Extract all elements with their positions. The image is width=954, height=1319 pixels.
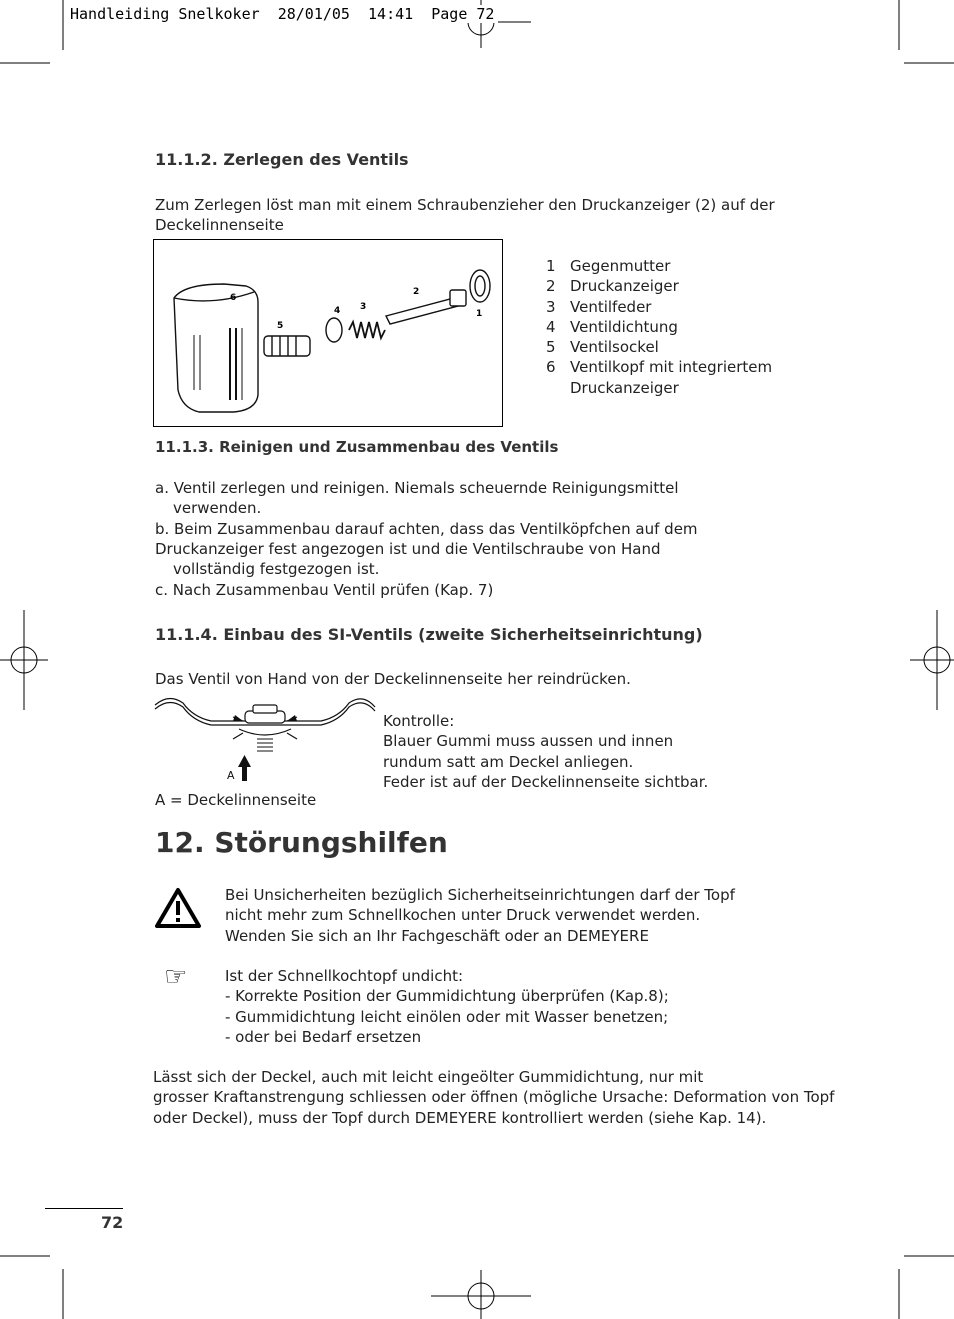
text-line: Lässt sich der Deckel, auch mit leicht eingeölter Gummidichtung, nur mit <box>153 1068 704 1086</box>
text-line: - Gummidichtung leicht einölen oder mit Wasser benetzen; <box>225 1007 669 1026</box>
legend-item <box>546 337 772 357</box>
si-valve-figure <box>155 695 377 785</box>
einbau-intro: Das Ventil von Hand von der Deckelinnenseite her reindrücken. <box>155 670 631 688</box>
text-line: Druckanzeiger fest angezogen ist und die Ventilschraube von Hand <box>155 539 661 558</box>
text-line: nicht mehr zum Schnellkochen unter Druck verwendet werden. <box>225 906 701 925</box>
text-line: - Korrekte Position der Gummidichtung überprüfen (Kap.8); <box>225 987 669 1006</box>
hint-text <box>225 966 669 1047</box>
legend-number: 4 <box>546 317 556 336</box>
text-line: c. Nach Zusammenbau Ventil prüfen (Kap. 7) <box>155 581 494 600</box>
zerlegen-intro <box>155 195 775 236</box>
closing-paragraph <box>153 1067 834 1128</box>
text-line: Feder ist auf der Deckelinnenseite sichtbar. <box>383 772 709 791</box>
legend-text: Ventilkopf mit integriertem <box>570 358 773 377</box>
text-line: Kontrolle: <box>383 712 455 730</box>
reinigen-steps <box>155 478 698 601</box>
text-line: Ist der Schnellkochtopf undicht: <box>225 967 464 985</box>
section-heading-zerlegen: 11.1.2. Zerlegen des Ventils <box>155 150 409 169</box>
legend-number: 6 <box>546 358 556 377</box>
text-line: a. Ventil zerlegen und reinigen. Niemals scheuernde Reinigungsmittel <box>155 479 679 497</box>
figure-label-a: A <box>227 769 235 782</box>
legend-number: 2 <box>546 277 556 296</box>
legend-item <box>546 317 772 337</box>
figure-label: 4 <box>334 306 341 316</box>
text-line: Blauer Gummi muss aussen und innen <box>383 732 674 751</box>
page-number: 72 <box>101 1213 124 1232</box>
text-line: verwenden. <box>173 499 262 518</box>
legend-number: 3 <box>546 297 556 316</box>
text-line: rundum satt am Deckel anliegen. <box>383 752 634 771</box>
footer-rule <box>45 1208 123 1209</box>
legend-item <box>546 357 772 398</box>
figure-label: 2 <box>413 287 420 297</box>
legend-number: 5 <box>546 338 556 357</box>
legend-text: Ventilfeder <box>570 297 652 316</box>
print-header: Handleiding Snelkoker 28/01/05 14:41 Page 72 <box>70 5 498 23</box>
text-line: Zum Zerlegen löst man mit einem Schraubenzieher den Druckanzeiger (2) auf der <box>155 196 775 214</box>
text-line: Wenden Sie sich an Ihr Fachgeschäft oder an DEMEYERE <box>225 926 649 945</box>
legend-text: Ventildichtung <box>570 317 678 336</box>
text-line: - oder bei Bedarf ersetzen <box>225 1027 422 1046</box>
valve-exploded-drawing <box>154 240 504 428</box>
legend-text: Gegenmutter <box>570 257 671 275</box>
deckelinnenseite-caption: A = Deckelinnenseite <box>155 791 317 809</box>
legend-text: Druckanzeiger <box>570 378 679 397</box>
text-line: b. Beim Zusammenbau darauf achten, dass das Ventilköpfchen auf dem <box>155 519 698 538</box>
text-line: Bei Unsicherheiten bezüglich Sicherheitseinrichtungen darf der Topf <box>225 886 735 904</box>
figure-label: 1 <box>476 309 483 319</box>
figure-label: 3 <box>360 302 367 312</box>
valve-parts-legend <box>546 256 772 398</box>
legend-item <box>546 297 772 317</box>
text-line: grosser Kraftanstrengung schliessen oder öffnen (mögliche Ursache: Deformation von Topf <box>153 1088 835 1107</box>
legend-text: Ventilsockel <box>570 338 659 357</box>
legend-text: Druckanzeiger <box>570 277 679 296</box>
warning-triangle-icon <box>155 887 201 929</box>
text-line: oder Deckel), muss der Topf durch DEMEYERE kontrolliert werden (siehe Kap. 14). <box>153 1108 767 1127</box>
legend-number: 1 <box>546 257 556 275</box>
section-heading-reinigen: 11.1.3. Reinigen und Zusammenbau des Ventils <box>155 438 559 456</box>
pointing-hand-icon: ☞ <box>164 962 188 992</box>
figure-label: 6 <box>230 293 237 303</box>
chapter-heading-stoerungshilfen: 12. Störungshilfen <box>155 826 448 859</box>
section-heading-einbau: 11.1.4. Einbau des SI-Ventils (zweite Sicherheitseinrichtung) <box>155 625 703 644</box>
valve-exploded-figure <box>153 239 503 427</box>
kontrolle-text <box>383 711 708 792</box>
warning-text <box>225 885 735 946</box>
text-line: vollständig festgezogen ist. <box>173 560 380 579</box>
legend-item <box>546 256 772 276</box>
text-line: Deckelinnenseite <box>155 216 284 235</box>
legend-item <box>546 276 772 296</box>
figure-label: 5 <box>277 321 284 331</box>
